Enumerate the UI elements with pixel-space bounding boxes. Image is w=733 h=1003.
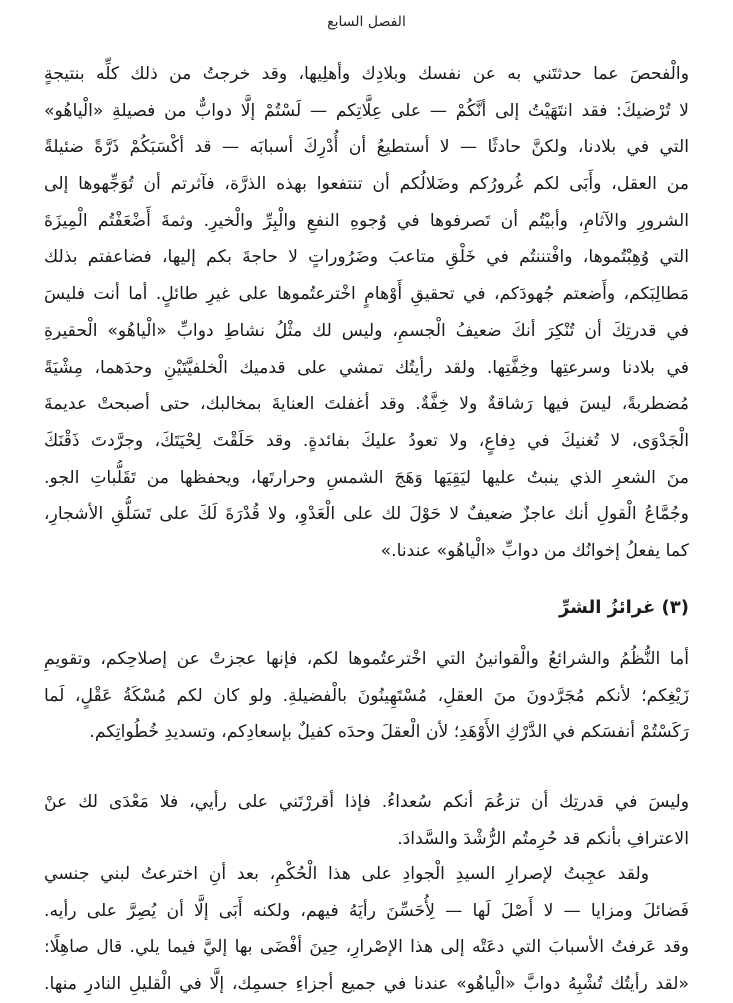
- text-line: منَ الشعرِ الذي ينبتُ عليها ليَقِيَها وَهَجَ الشمسِ وحرارتَها، ويحفظها من تَقَلُّباتِ الجو.: [44, 467, 689, 488]
- text-line: مُضطربةً، ليسَ فيها رَشاقةٌ ولا خِفَّةٌ. وقد أغفلتَ العنايةَ بمخالبك، حتى أصبحتْ عديمةَ: [44, 394, 689, 415]
- text-line: في بلادنا وسرعتِها وخِفَّتِها. ولقد رأيتُك تمشي على قدميك الْخلفيَّتَيْنِ وحدَهما، مِشْيَةً: [44, 357, 689, 378]
- paragraph-4: [44, 856, 689, 1003]
- text-line: أما النُّظُمُ والشرائعُ والْقوانينُ التي اخْترعتُموها لكم، فإنها عجزتْ عن إصلاحِكم، وتقويمِ: [44, 649, 689, 669]
- text-line: رَكَسْتُمْ أنفسَكم في الدَّرْكِ الأَوْهَدِ؛ لأن الْعقلَ وحدَه كفيلٌ بإسعادِكم، وتسديدِ خُطُواتِكم.: [89, 722, 689, 743]
- text-line: مَطالِبَكم، وأَضعتم جُهودَكم، في تحقيقِ أَوْهامٍ اخْترعتُموها على غيرِ طائلٍ. أما أنت فليسَ: [44, 284, 689, 305]
- paragraph-2: [44, 641, 689, 751]
- text-line: وقد عَرفتُ الأسبابَ التي دعَتْه إلى هذا الإصْرارِ، حِينَ أفْضَى بها إليَّ فيما يلي. قال صاهِلًا:: [44, 937, 689, 958]
- text-line: التي وُهِبْتُموها، وافْتننتُم في خَلْقِ متاعبَ وضَرُوراتٍ لا حاجةَ بكم إليها، فضاعفتم بذلك: [44, 247, 689, 268]
- chapter-running-header: الفصل السابع: [327, 14, 406, 30]
- text-line: «لقد رأيتُك تُشْبِهُ دوابَّ «الْياهُو» عندنا في جميع أجزاءِ جسمِك، إلَّا في الْقليلِ النادرِ منها.: [44, 974, 689, 995]
- text-line: وجُمَّاعُ الْقولِ أنك عاجزٌ ضعيفٌ لا حَوْلَ لك على الْعَدْوِ، ولا قُدْرَةَ لَكَ على تَسَلُّقِ الأشجارِ،: [44, 504, 689, 525]
- text-line: لا تُرْضيكَ: فقد انتَهَيْتُ إلى أنَّكُمْ — على عِلَّاتِكم — لَسْتُمْ إلَّا دوابٌّ من فصيلةِ «الْياهُو»: [44, 100, 689, 121]
- text-line: فَضائلَ ومزايا — لا أَصْلَ لَها — لِأُحَسِّنَ رأيَهُ فيهم، ولكنه أَبَى إلَّا أن يُصِرَّ على رأيه.: [44, 900, 689, 921]
- text-line: كما يفعلُ إخوانُك من دوابِّ «الْياهُو» عندنا.»: [380, 540, 689, 561]
- text-line: زَيْغِكم؛ لأنكم مُجَرَّدونَ منَ العقلِ، مُسْتَهِينُونَ بالْفضيلةِ. ولو كان لكم مُسْكَةُ عَقْلٍ، لَما: [44, 685, 689, 706]
- text-line: ولقد عجِبتُ لإصرارِ السيدِ الْجوادِ على هذا الْحُكْمِ، بعد أنِ اخترعتُ لبني جنسي: [44, 864, 649, 884]
- text-line: الاعترافِ بأنكم قد حُرِمتُم الرُّشْدَ والسَّدادَ.: [397, 828, 689, 849]
- text-line: والْفحصَ عما حدثتَني به عن نفسك وبلادِك وأهلِيها، وقد خرجتُ من ذلك كلِّه بنتيجةٍ: [44, 64, 689, 84]
- paragraph-3: [44, 784, 689, 857]
- text-line: الْجَدْوَى، لا تُغنيكَ في دِفاعٍ، ولا تعودُ عليكَ بفائدةٍ. وقد حَلَقْتَ لِحْيَتَكَ، وجرَّدتَ ذَقْنَكَ: [44, 430, 689, 451]
- text-line: الشرورِ والآثامِ، وأبيْتُم أن تَصرفوها في وُجوهِ النفعِ والْبِرِّ والْخيرِ. وثمةَ أَضْعَفْتُم الْمِيزَةَ: [44, 210, 689, 231]
- text-line: من العقل، وأَبَى لكم غُرورُكم وضَلالُكم أن تنتفعوا بهذه الذرَّة، فآثرتم أن تُوَجِّهوها إلى: [44, 174, 689, 195]
- section-heading: (٣) غرائزُ الشرِّ: [558, 597, 689, 618]
- text-line: في قدرتِكَ أن تُنْكِرَ أنكَ ضعيفُ الْجسمِ، وليس لك مثْلُ نشاطِ دوابِّ «الْياهُو» الْحقيرةِ: [44, 320, 689, 341]
- text-line: التي في بلادنا، ولكنَّ حادثًا — لا أستطيعُ أن أُدْرِكَ أسبابَه — قد أكْسَبَكُمْ ذَرَّةً ضئيلةً: [44, 137, 689, 158]
- paragraph-1: [44, 56, 689, 570]
- text-line: وليسَ في قدرتِك أن تزعُمَ أنكم سُعداءُ. فإذا أقررْتَني على رأيي، فلا مَعْدَى لك عنْ: [44, 792, 689, 812]
